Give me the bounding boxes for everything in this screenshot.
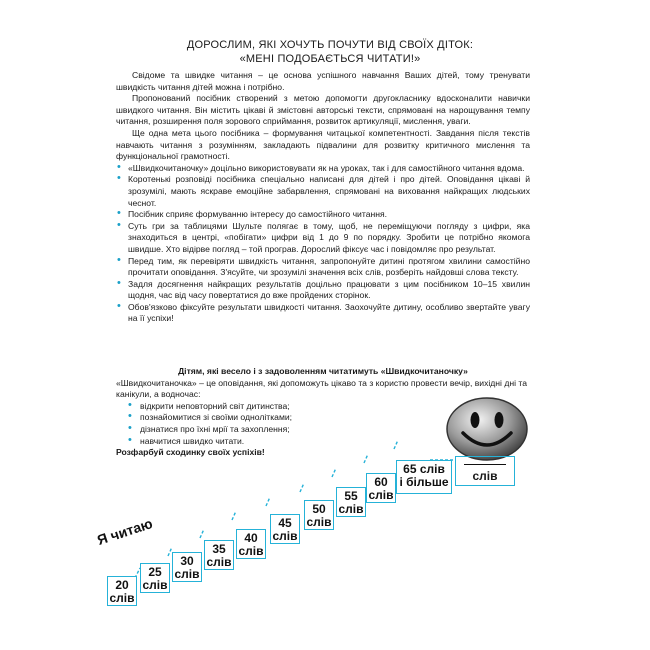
- kids-list-item: • дізнатися про їхні мрії та захоплення;: [140, 424, 530, 436]
- step-unit: слів: [306, 515, 332, 529]
- stair-step-50[interactable]: [304, 500, 334, 530]
- step-unit: слів: [272, 529, 298, 543]
- step-number: 50: [312, 502, 326, 516]
- step-unit: слів: [142, 578, 168, 592]
- step-number: 55: [344, 489, 358, 503]
- stair-step-55[interactable]: [336, 487, 366, 517]
- kids-intro: «Швидкочитаночка» – це оповідання, які допоможуть цікаво та з користю провести вечір, вихідні дні та канікули, а водночас:: [116, 377, 528, 400]
- step-number: 25: [148, 565, 162, 579]
- intro-paragraph-1: Свідоме та швидке читання – це основа успішного навчання Ваших дітей, тому тренувати швидкість читання дітей можна і потрібно.: [116, 70, 530, 92]
- step-unit: і більше: [399, 475, 449, 489]
- intro-paragraph-3: Ще одна мета цього посібника – формування читацької компетентності. Завдання після текстів навчають читання з розумінням, закладають підвалини для розвитку критичного мислення та функціональної грамотності.: [116, 127, 530, 162]
- stair-step-40[interactable]: [236, 529, 266, 559]
- stair-step-45[interactable]: [270, 514, 300, 544]
- step-number: 20: [115, 578, 129, 592]
- kids-list-item: • познайомитися зі своїми однолітками;: [140, 412, 530, 424]
- tip-item: • Коротенькі розповіді посібника спеціально написані для дітей і про дітей. Оповідання цікаві й зрозумілі, мають яскраве емоційне забарвлення, спрямовані на виховання найкращих людських чеснот.: [128, 174, 530, 209]
- kids-footer: Розфарбуй сходинку своїх успіхів!: [116, 447, 265, 458]
- stair-step-blank[interactable]: [455, 456, 515, 486]
- step-number: 35: [212, 542, 226, 556]
- tip-item: • Обов'язково фіксуйте результати швидкості читання. Заохочуйте дитину, особливо звертайте увагу на її успіхи!: [128, 302, 530, 325]
- tip-item: • «Швидкочитаночку» доцільно використовувати як на уроках, так і для самостійного читання вдома.: [128, 163, 530, 175]
- stair-step-30[interactable]: [172, 552, 202, 582]
- step-number: 45: [278, 516, 292, 530]
- step-number: 40: [244, 531, 258, 545]
- step-unit: слів: [368, 488, 394, 502]
- step-unit: слів: [338, 502, 364, 516]
- step-unit: слів: [238, 544, 264, 558]
- step-number: 60: [374, 475, 388, 489]
- blank-unit: слів: [472, 469, 498, 483]
- kids-heading: Дітям, які весело і з задоволенням читатимуть «Швидкочитаночку»: [178, 366, 468, 376]
- tip-item: • Суть гри за таблицями Шульте полягає в тому, щоб, не переміщуючи погляду з цифри, яка знаходиться в центрі, «побігати» цифри від 1 до 9 по порядку. Зробити це потрібно якомога швидше. Хто відірве погляд – той програв. Дорослий фіксує час і повідомляє про результат.: [128, 221, 530, 256]
- intro-paragraph-2: Пропонований посібник створений з метою допомогти другокласнику вдосконалити навички швидкого читання. Він містить цікаві й змістовні авторські тексти, спрямовані на нарощування темпу читання, розширення поля зорового сприймання, розвиток артикуляції, мислення, уваги.: [116, 93, 530, 127]
- stair-step-65-plus[interactable]: [396, 460, 452, 494]
- tip-item: • Перед тим, як перевіряти швидкість читання, запропонуйте дитині протягом хвилини самостійно прочитати оповідання. З'ясуйте, чи зрозумілі значення всіх слів, розберіть найдовші слова тексту.: [128, 256, 530, 279]
- stair-step-60[interactable]: [366, 473, 396, 503]
- step-unit: слів: [206, 555, 232, 569]
- step-unit: слів: [109, 591, 135, 605]
- step-unit: слів: [174, 567, 200, 581]
- kids-list-item: • навчитися швидко читати.: [140, 436, 530, 448]
- i-read-label: Я читаю: [95, 515, 155, 548]
- write-in-line: [464, 464, 506, 465]
- kids-list-item: • відкрити неповторний світ дитинства;: [140, 401, 530, 413]
- stair-step-35[interactable]: [204, 540, 234, 570]
- stair-step-20[interactable]: [107, 576, 137, 606]
- step-number: 65 слів: [403, 462, 445, 476]
- step-number: 30: [180, 554, 194, 568]
- stair-step-25[interactable]: [140, 563, 170, 593]
- title-line-1: ДОРОСЛИМ, ЯКІ ХОЧУТЬ ПОЧУТИ ВІД СВОЇХ ДІТОК:: [186, 39, 474, 51]
- tip-item: • Посібник сприяє формуванню інтересу до самостійного читання.: [128, 209, 530, 221]
- title-line-2: «МЕНІ ПОДОБАЄТЬСЯ ЧИТАТИ!»: [239, 53, 421, 65]
- tip-item: • Задля досягнення найкращих результатів доцільно працювати з цим посібником 10–15 хвилин щодня, час від часу повертатися до вже пройдених сторінок.: [128, 279, 530, 302]
